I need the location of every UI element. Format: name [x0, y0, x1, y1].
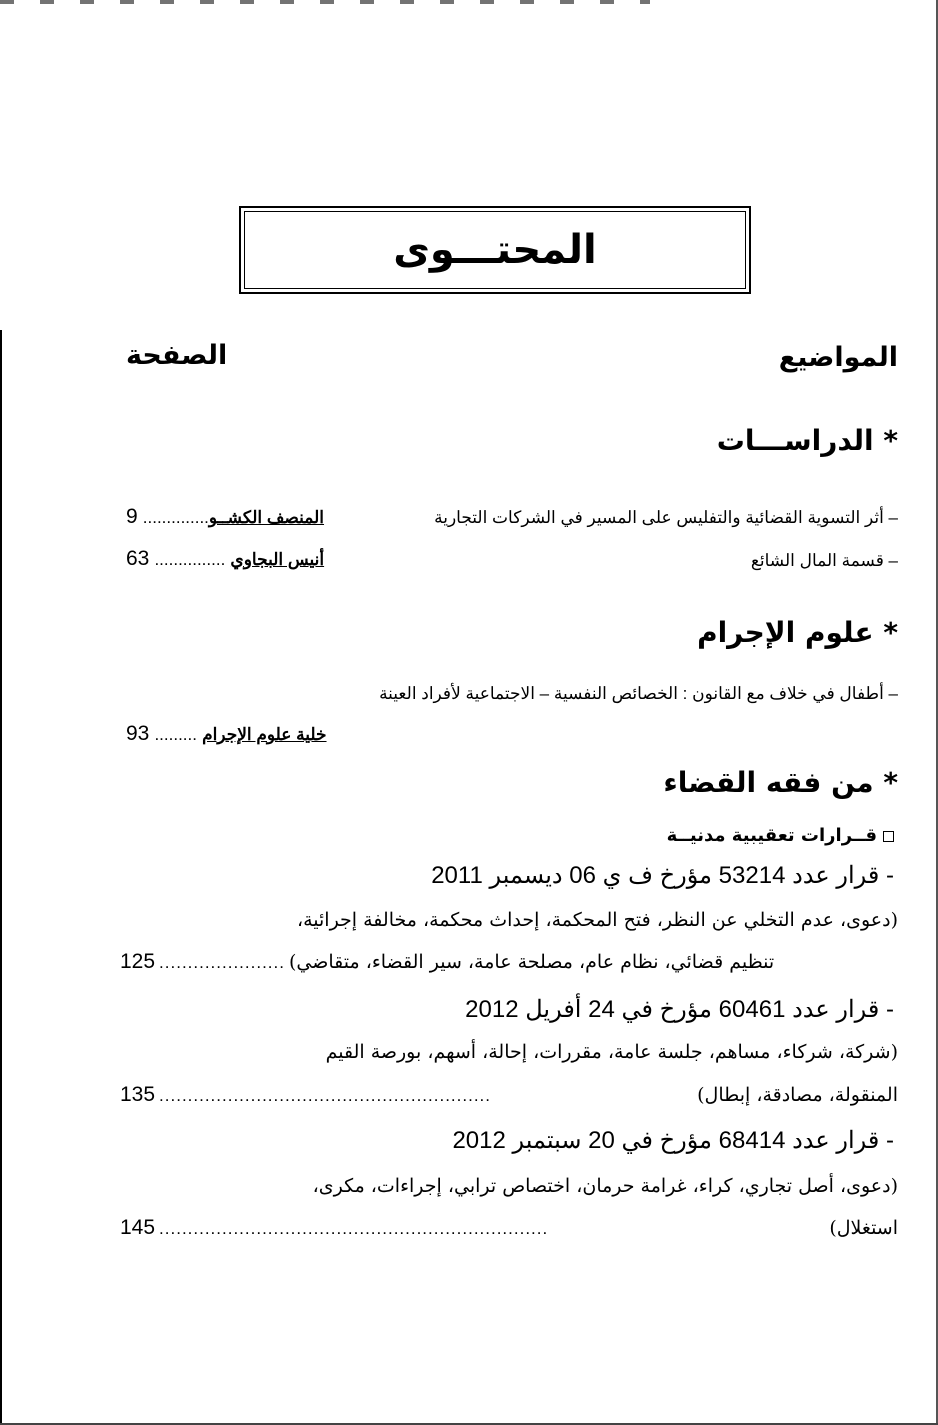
page-title: المحتـــوى	[393, 227, 597, 273]
toc-entry-author-line	[126, 547, 324, 571]
toc-entry-title: – قسمة المال الشائع	[750, 551, 898, 570]
section-heading-jurisprudence: * من فقه القضاء	[663, 766, 898, 799]
decision-title: - قرار عدد 68414 مؤرخ في 20 سبتمبر 2012	[452, 1127, 894, 1154]
toc-entry-title: – أثر التسوية القضائية والتفليس على المسير في الشركات التجارية	[434, 508, 898, 527]
page-edge-left	[0, 330, 2, 1423]
dot-leader: ..............	[142, 508, 209, 527]
page-number: 135	[120, 1083, 156, 1106]
decision-keywords-line: استغلال)	[829, 1217, 898, 1239]
decision-keywords-line-with-page	[120, 950, 898, 974]
decision-keywords-line: (دعوى، أصل تجاري، كراء، غرامة حرمان، اختصاص ترابي، إجراءات، مكرى،	[312, 1175, 898, 1197]
decision-title: - قرار عدد 60461 مؤرخ في 24 أفريل 2012	[465, 996, 894, 1023]
dot-leader: ..........................................................	[159, 1086, 491, 1105]
decision-title: - قرار عدد 53214 مؤرخ ف ي 06 ديسمبر 2011	[431, 862, 894, 889]
decision-keywords-line: تنظيم قضائي، نظام عام، مصلحة عامة، سير القضاء، متقاضي)	[288, 951, 775, 973]
decision-keywords-line: (شركة، شركاء، مساهم، جلسة عامة، مقررات، إحالة، أسهم، بورصة القيم	[325, 1041, 898, 1063]
title-frame-inner	[244, 211, 746, 289]
page-number: 145	[120, 1216, 156, 1239]
subheading-civil-cassation	[667, 825, 894, 846]
toc-entry-author-line	[126, 722, 327, 746]
decision-keywords-line-with-page	[120, 1216, 898, 1240]
dot-leader: .........	[154, 725, 197, 744]
author-name: المنصف الكشــو	[208, 508, 325, 527]
page-number: 63	[126, 547, 150, 570]
column-header-topics: المواضيع	[778, 342, 898, 373]
section-heading-studies: * الدراســـات	[716, 424, 898, 457]
page-number: 93	[126, 722, 150, 745]
page-number: 9	[126, 505, 138, 528]
toc-entry-author-line	[126, 505, 324, 529]
subheading-text: قــرارات تعقيبية مدنيــة	[666, 825, 877, 846]
section-heading-criminology: * علوم الإجرام	[697, 616, 898, 649]
dot-leader: ......................	[159, 953, 285, 972]
decision-keywords-line: (دعوى، عدم التخلي عن النظر، فتح المحكمة، إحداث محكمة، مخالفة إجرائية،	[296, 909, 898, 931]
author-name: أنيس البجاوي	[230, 550, 325, 569]
column-header-page: الصفحة	[126, 340, 228, 371]
page-number: 125	[120, 950, 156, 973]
toc-entry-title: – أطفال في خلاف مع القانون : الخصائص النفسية – الاجتماعية لأفراد العينة	[379, 684, 898, 703]
title-frame	[239, 206, 751, 294]
decision-keywords-line: المنقولة، مصادقة، إبطال)	[697, 1084, 898, 1106]
decision-keywords-line-with-page	[120, 1083, 898, 1107]
dot-leader: ....................................................................	[159, 1219, 549, 1238]
checkbox-bullet-icon	[883, 831, 894, 842]
author-name: خلية علوم الإجرام	[202, 725, 327, 744]
dot-leader: ...............	[154, 550, 226, 569]
scan-artifact-top	[0, 0, 650, 4]
